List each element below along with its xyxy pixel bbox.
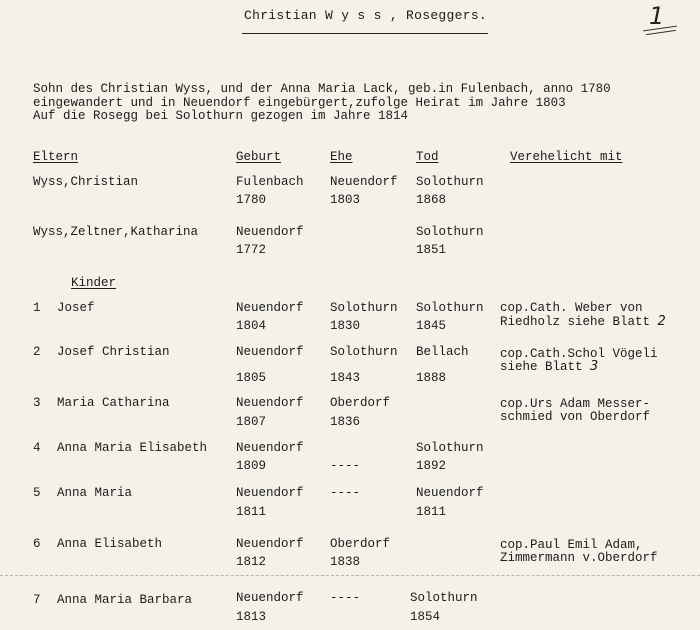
parent-name: Wyss,Zeltner,Katharina	[33, 225, 199, 239]
birth-year: 1805	[236, 371, 267, 385]
child-number: 2	[33, 345, 41, 359]
intro-line: Sohn des Christian Wyss, und der Anna Maria Lack, geb.in Fulenbach, anno 1780	[33, 82, 611, 96]
birth-place: Neuendorf	[236, 486, 304, 500]
child-name: Anna Maria	[57, 486, 133, 500]
spouse-line: cop.Paul Emil Adam,	[500, 538, 643, 552]
marriage-year: 1843	[330, 371, 361, 385]
spouse-line: Zimmermann v.Oberdorf	[500, 551, 658, 565]
spouse-line-with-ref	[500, 314, 666, 330]
header-verehelicht: Verehelicht mit	[510, 150, 623, 164]
spouse-line: cop.Cath. Weber von	[500, 301, 643, 315]
death-place: Solothurn	[416, 301, 484, 315]
child-number: 7	[33, 593, 41, 607]
child-name: Anna Elisabeth	[57, 537, 163, 551]
birth-year: 1813	[236, 610, 267, 624]
death-year: 1811	[416, 505, 447, 519]
kinder-heading: Kinder	[71, 276, 117, 290]
death-year: 1892	[416, 459, 447, 473]
child-number: 1	[33, 301, 41, 315]
birth-place: Fulenbach	[236, 175, 304, 189]
birth-place: Neuendorf	[236, 345, 304, 359]
intro-paragraph	[33, 83, 611, 124]
spouse-line: cop.Cath.Schol Vögeli	[500, 347, 658, 361]
death-year: 1888	[416, 371, 447, 385]
child-name: Maria Catharina	[57, 396, 170, 410]
intro-line: eingewandert und in Neuendorf eingebürgert,zufolge Heirat im Jahre 1803	[33, 95, 566, 110]
birth-year: 1772	[236, 243, 267, 257]
child-name: Anna Maria Elisabeth	[57, 441, 208, 455]
handwritten-page-number: 1	[649, 2, 665, 30]
marriage-year: ----	[330, 591, 361, 605]
child-number: 6	[33, 537, 41, 551]
birth-year: 1804	[236, 319, 267, 333]
marriage-year: ----	[330, 459, 361, 473]
birth-year: 1780	[236, 193, 267, 207]
marriage-place: Neuendorf	[330, 175, 398, 189]
death-place: Solothurn	[410, 591, 478, 605]
spouse-line: cop.Urs Adam Messer-	[500, 397, 651, 411]
marriage-place: Solothurn	[330, 301, 398, 315]
marriage-place: Oberdorf	[330, 537, 391, 551]
child-number: 5	[33, 486, 41, 500]
parent-name: Wyss,Christian	[33, 175, 139, 189]
birth-year: 1807	[236, 415, 267, 429]
death-place: Solothurn	[416, 225, 484, 239]
birth-year: 1809	[236, 459, 267, 473]
spouse-line-with-ref	[500, 359, 598, 375]
spouse-line: schmied von Oberdorf	[500, 410, 651, 424]
page-number-underline	[646, 30, 676, 35]
death-year: 1851	[416, 243, 447, 257]
marriage-year: ----	[330, 486, 361, 500]
handwritten-blatt-ref: 2	[657, 314, 666, 329]
death-year: 1868	[416, 193, 447, 207]
death-place: Bellach	[416, 345, 469, 359]
document-title: Christian W y s s , Roseggers.	[244, 8, 488, 23]
death-place: Neuendorf	[416, 486, 484, 500]
header-tod: Tod	[416, 150, 439, 164]
intro-line: Auf die Rosegg bei Solothurn gezogen im Jahre 1814	[33, 109, 409, 123]
paper-fold-line	[0, 575, 700, 576]
birth-place: Neuendorf	[236, 591, 304, 605]
marriage-year: 1803	[330, 193, 361, 207]
marriage-place: Solothurn	[330, 345, 398, 359]
child-name: Anna Maria Barbara	[57, 593, 193, 607]
marriage-year: 1838	[330, 555, 361, 569]
birth-place: Neuendorf	[236, 301, 304, 315]
handwritten-blatt-ref: 3	[590, 359, 599, 374]
birth-place: Neuendorf	[236, 441, 304, 455]
header-eltern: Eltern	[33, 150, 79, 164]
child-name: Josef	[57, 301, 95, 315]
birth-year: 1811	[236, 505, 267, 519]
spouse-line: siehe Blatt	[500, 360, 583, 374]
child-name: Josef Christian	[57, 345, 170, 359]
marriage-place: Oberdorf	[330, 396, 391, 410]
death-place: Solothurn	[416, 441, 484, 455]
death-place: Solothurn	[416, 175, 484, 189]
birth-place: Neuendorf	[236, 225, 304, 239]
spouse-line: Riedholz siehe Blatt	[500, 315, 651, 329]
header-geburt: Geburt	[236, 150, 282, 164]
marriage-year: 1836	[330, 415, 361, 429]
title-underline	[242, 33, 488, 34]
death-year: 1854	[410, 610, 441, 624]
birth-place: Neuendorf	[236, 537, 304, 551]
child-number: 4	[33, 441, 41, 455]
birth-year: 1812	[236, 555, 267, 569]
child-number: 3	[33, 396, 41, 410]
marriage-year: 1830	[330, 319, 361, 333]
header-ehe: Ehe	[330, 150, 353, 164]
birth-place: Neuendorf	[236, 396, 304, 410]
death-year: 1845	[416, 319, 447, 333]
